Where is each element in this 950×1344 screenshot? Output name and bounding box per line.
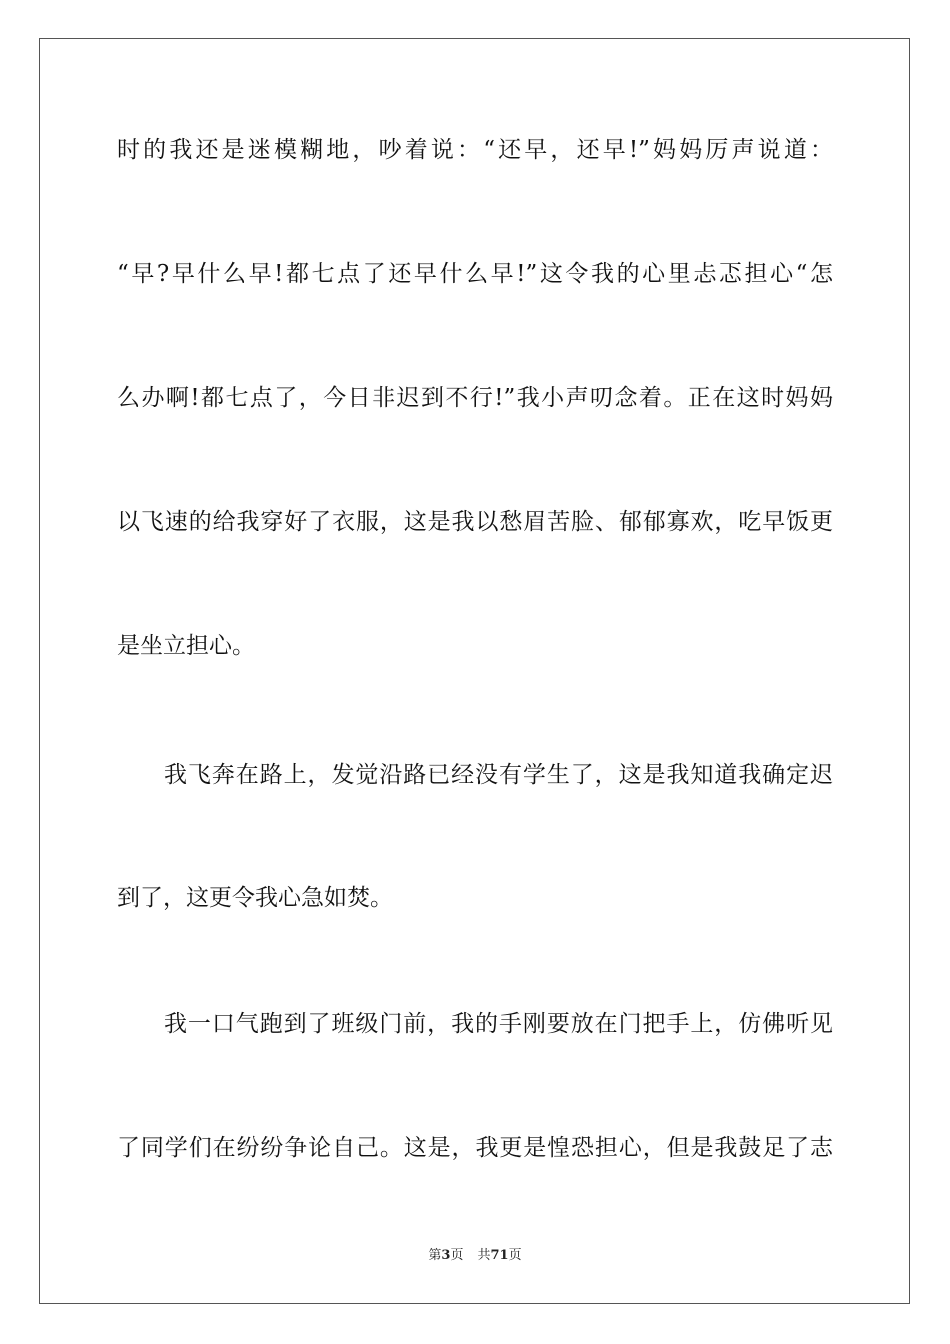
page-footer bbox=[0, 1247, 950, 1265]
text-line-3: 么办啊!都七点了，今日非迟到不行!”我小声叨念着。正在这时妈妈 bbox=[117, 385, 833, 411]
page-number: 3 bbox=[441, 1248, 451, 1263]
text-line-8: 我一口气跑到了班级门前，我的手刚要放在门把手上，仿佛听见 bbox=[164, 1011, 833, 1037]
text-line-5: 是坐立担心。 bbox=[117, 633, 255, 659]
total-pages: 71 bbox=[490, 1248, 509, 1263]
page-suffix: 页 bbox=[450, 1248, 464, 1263]
page-prefix: 第 bbox=[428, 1248, 442, 1263]
text-line-4: 以飞速的给我穿好了衣服，这是我以愁眉苦脸、郁郁寡欢，吃早饭更 bbox=[117, 509, 833, 535]
text-line-9: 了同学们在纷纷争论自己。这是，我更是惶恐担心，但是我鼓足了志 bbox=[117, 1135, 833, 1161]
text-line-1: 时的我还是迷模糊地，吵着说：“还早，还早!”妈妈厉声说道： bbox=[117, 137, 833, 163]
total-suffix: 页 bbox=[508, 1248, 522, 1263]
text-line-2: “早?早什么早!都七点了还早什么早!”这令我的心里忐忑担心“怎 bbox=[117, 261, 833, 287]
page-border bbox=[39, 38, 910, 1304]
total-prefix: 共 bbox=[477, 1248, 491, 1263]
text-line-7: 到了，这更令我心急如焚。 bbox=[117, 885, 393, 911]
text-line-6: 我飞奔在路上，发觉沿路已经没有学生了，这是我知道我确定迟 bbox=[164, 762, 833, 788]
